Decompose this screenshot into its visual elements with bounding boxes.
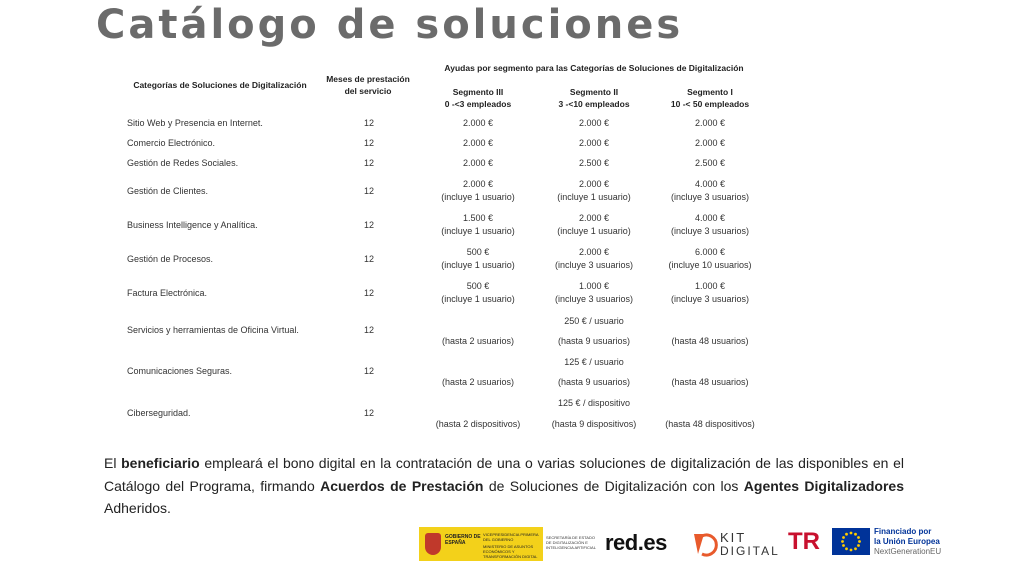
row-category: Servicios y herramientas de Oficina Virtual. [127, 325, 299, 335]
row-meses: 12 [363, 408, 374, 418]
row-segmento-ii: 2.000 € (incluye 1 usuario) [557, 179, 631, 202]
kit-digital-icon [690, 530, 718, 558]
header-meses: Meses de prestación del servicio [326, 74, 410, 96]
row-segmento-i: 4.000 € (incluye 3 usuarios) [670, 179, 750, 202]
row-meses: 12 [363, 186, 374, 196]
row-segmento-i: (hasta 48 usuarios) [671, 336, 749, 346]
row-segmento-iii: 2.000 € (incluye 1 usuario) [441, 179, 515, 202]
row-category: Comunicaciones Seguras. [127, 366, 233, 376]
row-segmento-i: 2.000 € [694, 118, 726, 128]
row-segmento-i: 2.000 € [694, 138, 726, 148]
row-segmento-ii: 125 € / dispositivo (hasta 9 dispositivos) [551, 398, 637, 429]
header-segmento-i: Segmento I 10 -< 50 empleados [670, 87, 750, 109]
row-segmento-iii: 500 € (incluye 1 usuario) [441, 281, 515, 304]
row-segmento-i: 2.500 € [694, 158, 726, 168]
row-segmento-ii: 125 € / usuario (hasta 9 usuarios) [557, 357, 631, 387]
page-title: Catálogo de soluciones [96, 2, 684, 48]
header-ayudas: Ayudas por segmento para las Categorías de Soluciones de Digitalización [444, 63, 744, 73]
header-segmento-ii: Segmento II 3 -<10 empleados [558, 87, 630, 109]
eu-funding-label: Financiado por la Unión Europea NextGenerationEU [874, 527, 942, 556]
row-segmento-iii: (hasta 2 dispositivos) [435, 419, 521, 429]
coat-of-arms-icon [425, 533, 441, 555]
row-category: Factura Electrónica. [127, 288, 208, 298]
row-meses: 12 [363, 366, 374, 376]
row-meses: 12 [363, 158, 374, 168]
row-meses: 12 [363, 288, 374, 298]
kit-digital-logo: KIT DIGITAL [690, 528, 772, 560]
row-segmento-ii: 1.000 € (incluye 3 usuarios) [554, 281, 634, 304]
row-segmento-ii: 250 € / usuario (hasta 9 usuarios) [557, 316, 631, 346]
row-category: Gestión de Redes Sociales. [127, 158, 239, 168]
secretaria-logo: SECRETARÍA DE ESTADO DE DIGITALIZACIÓN E INTELIGENCIA ARTIFICIAL [546, 535, 596, 550]
row-segmento-ii: 2.000 € [578, 138, 610, 148]
gobierno-espana-logo: GOBIERNO DE ESPAÑA VICEPRESIDENCIA PRIMERA DEL GOBIERNO MINISTERIO DE ASUNTOS ECONÓMICOS Y TRANSFORMACIÓN DIGITAL [419, 527, 543, 561]
row-segmento-ii: 2.000 € [578, 118, 610, 128]
row-category: Gestión de Clientes. [127, 186, 209, 196]
redes-logo: red.es [605, 530, 667, 555]
row-segmento-iii: (hasta 2 usuarios) [441, 336, 515, 346]
row-segmento-ii: 2.500 € [578, 158, 610, 168]
row-category: Comercio Electrónico. [127, 138, 216, 148]
beneficiario-paragraph: El beneficiario empleará el bono digital en la contratación de una o varias soluciones de digitalización de las disponibles en el Catálogo del Programa, firmando Acuerdos de Prestación de Soluciones de Digitalización con los Agentes Digitalizadores Adheridos. [104, 455, 905, 516]
row-segmento-iii: 2.000 € [462, 118, 494, 128]
row-segmento-i: 1.000 € (incluye 3 usuarios) [670, 281, 750, 304]
row-segmento-ii: 2.000 € (incluye 3 usuarios) [554, 247, 634, 270]
row-category: Business Intelligence y Analítica. [127, 220, 258, 230]
row-segmento-i: 4.000 € (incluye 3 usuarios) [670, 213, 750, 236]
header-segmento-iii: Segmento III 0 -<3 empleados [444, 87, 512, 109]
row-meses: 12 [363, 138, 374, 148]
row-segmento-iii: 1.500 € (incluye 1 usuario) [441, 213, 515, 236]
row-segmento-iii: 2.000 € [462, 158, 494, 168]
row-meses: 12 [363, 325, 374, 335]
row-meses: 12 [363, 118, 374, 128]
row-category: Gestión de Procesos. [127, 254, 214, 264]
plan-recuperacion-logo: TR [788, 528, 820, 555]
row-segmento-i: (hasta 48 usuarios) [671, 377, 749, 387]
row-segmento-iii: 500 € (incluye 1 usuario) [441, 247, 515, 270]
row-category: Ciberseguridad. [127, 408, 191, 418]
header-categorias: Categorías de Soluciones de Digitalización [133, 80, 307, 90]
eu-flag-icon [832, 528, 870, 555]
row-meses: 12 [363, 220, 374, 230]
row-segmento-iii: 2.000 € [462, 138, 494, 148]
row-category: Sitio Web y Presencia en Internet. [127, 118, 263, 128]
row-segmento-iii: (hasta 2 usuarios) [441, 377, 515, 387]
row-segmento-ii: 2.000 € (incluye 1 usuario) [557, 213, 631, 236]
row-meses: 12 [363, 254, 374, 264]
row-segmento-i: (hasta 48 dispositivos) [665, 419, 755, 429]
row-segmento-i: 6.000 € (incluye 10 usuarios) [668, 247, 752, 270]
